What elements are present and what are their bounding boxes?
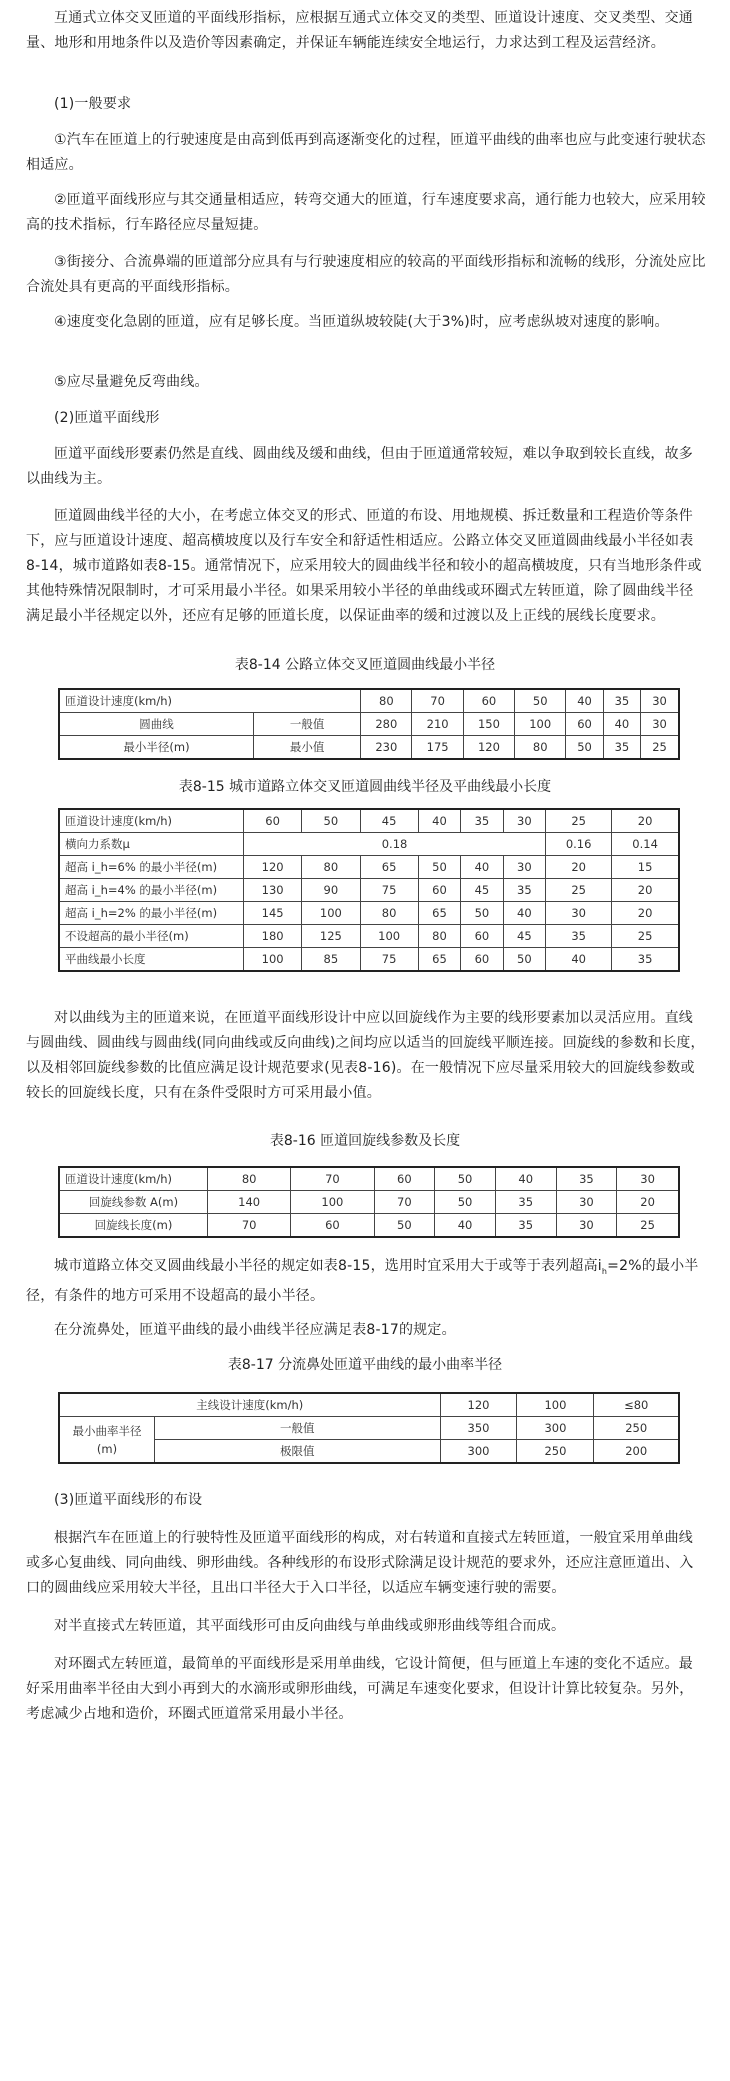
table-8-16-caption: 表8-16 匝道回旋线参数及长度	[269, 1133, 461, 1149]
table-cell: 20	[612, 902, 679, 925]
table-cell: 175	[412, 736, 463, 760]
table-cell: 30	[546, 902, 612, 925]
table-cell: 匝道设计速度(km/h)	[59, 689, 361, 713]
table-cell: 50	[503, 948, 545, 972]
table-cell: 50	[374, 1214, 435, 1238]
heading-ramp-layout: (3)匝道平面线形的布设	[54, 1492, 203, 1508]
table-cell: 230	[361, 736, 412, 760]
paragraph-intro: 互通式立体交叉匝道的平面线形指标，应根据互通式立体交叉的类型、匝道设计速度、交叉类型、交通量、地形和用地条件以及造价等因素确定，并保证车辆能连续安全地运行，力求达到工程及运营经济。	[26, 10, 693, 51]
table-row	[59, 689, 679, 713]
paragraph-loop-left: 对环圈式左转匝道，最简单的平面线形是采用单曲线，它设计简便，但与匝道上车速的变化不适应。最好采用曲率半径由大到小再到大的水滴形或卵形曲线，可满足车速变化要求，但设计计算比较复杂。另外，考虑减少占地和造价，环圈式匝道常采用最小半径。	[26, 1656, 694, 1722]
table-row	[59, 833, 679, 856]
table-cell: 50	[515, 689, 566, 713]
paragraph-city-radius-part2: =2%的最小半径，有条件的地方可采用不设超高的最小半径。	[26, 1258, 699, 1304]
table-cell: 140	[208, 1191, 291, 1214]
table-cell: 圆曲线	[59, 713, 254, 736]
table-cell: 80	[208, 1167, 291, 1191]
table-cell: 25	[546, 879, 612, 902]
table-cell: 250	[594, 1417, 679, 1440]
table-cell: 30	[556, 1191, 617, 1214]
table-cell: 15	[612, 856, 679, 879]
table-cell: 30	[556, 1214, 617, 1238]
paragraph-curve-radius: 匝道圆曲线半径的大小，在考虑立体交叉的形式、匝道的布设、用地规模、拆迁数量和工程造价等条件下，应与匝道设计速度、超高横坡度以及行车安全和舒适性相适应。公路立体交叉匝道圆曲线最小半径如表8-14，城市道路如表8-15。通常情况下，应采用较大的圆曲线半径和较小的超高横坡度，只有当地形条件或其他特殊情况限制时，才可采用最小半径。如果采用较小半径的单曲线或环圈式左转匝道，除了圆曲线半径满足最小半径规定以外，还应有足够的匝道长度，以保证曲率的缓和过渡以及上正线的展线长度要求。	[26, 508, 702, 624]
table-cell: 匝道设计速度(km/h)	[59, 809, 244, 833]
table-cell: 一般值	[155, 1417, 441, 1440]
subscript-h: h	[601, 1266, 608, 1276]
table-cell: 130	[244, 879, 302, 902]
paragraph-req-4: ④速度变化急剧的匝道，应有足够长度。当匝道纵坡较陡(大于3%)时，应考虑纵坡对速度的影响。	[54, 314, 669, 330]
paragraph-semi-direct-left: 对半直接式左转匝道，其平面线形可由反向曲线与单曲线或卵形曲线等组合而成。	[54, 1618, 566, 1634]
table-cell: 25	[617, 1214, 679, 1238]
paragraph-spiral-use: 对以曲线为主的匝道来说，在匝道平面线形设计中应以回旋线作为主要的线形要素加以灵活应用。直线与圆曲线、圆曲线与圆曲线(同向曲线或反向曲线)之间均应以适当的回旋线平顺连接。回旋线的参数和长度，以及相邻回旋线参数的比值应满足设计规范要求(见表8-16)。在一般情况下应尽量采用较大的回旋线参数或较长的回旋线长度，只有在条件受限时方可采用最小值。	[26, 1010, 705, 1101]
table-cell: 125	[302, 925, 360, 948]
paragraph-city-radius-part1: 城市道路立体交叉圆曲线最小半径的规定如表8-15，选用时宜采用大于或等于表列超高i	[54, 1258, 602, 1274]
table-cell: 35	[612, 948, 679, 972]
table-cell: 50	[302, 809, 360, 833]
table-cell: 50	[461, 902, 503, 925]
paragraph-right-turn-layout: 根据汽车在匝道上的行驶特性及匝道平面线形的构成，对右转道和直接式左转匝道，一般宜采用单曲线或多心复曲线、同向曲线、卵形曲线。各种线形的布设形式除满足设计规范的要求外，还应注意匝道出、入口的圆曲线应采用较大半径，且出口半径大于入口半径，以适应车辆变速行驶的需要。	[26, 1530, 694, 1596]
table-row	[59, 1417, 679, 1440]
heading-general-requirements: (1)一般要求	[54, 96, 132, 112]
table-cell: 最小半径(m)	[59, 736, 254, 760]
table-cell: 100	[291, 1191, 374, 1214]
paragraph-req-1: ①汽车在匝道上的行驶速度是由高到低再到高逐渐变化的过程，匝道平曲线的曲率也应与此变速行驶状态相适应。	[26, 132, 706, 173]
paragraph-req-5: ⑤应尽量避免反弯曲线。	[54, 374, 209, 390]
table-cell: 40	[435, 1214, 496, 1238]
table-cell: 65	[418, 948, 460, 972]
table-cell: 180	[244, 925, 302, 948]
table-cell: 35	[556, 1167, 617, 1191]
table-cell: 40	[546, 948, 612, 972]
table-cell: 80	[360, 902, 418, 925]
table-cell: 150	[463, 713, 514, 736]
table-row	[59, 948, 679, 972]
table-cell: 65	[360, 856, 418, 879]
table-cell: 不设超高的最小半径(m)	[59, 925, 244, 948]
table-cell: 35	[495, 1214, 556, 1238]
table-row	[59, 713, 679, 736]
table-cell: 匝道设计速度(km/h)	[59, 1167, 208, 1191]
table-cell: 45	[360, 809, 418, 833]
table-cell: 40	[495, 1167, 556, 1191]
table-cell: 45	[503, 925, 545, 948]
table-cell: 30	[503, 856, 545, 879]
table-cell: 35	[603, 736, 640, 760]
table-8-17-caption: 表8-17 分流鼻处匝道平曲线的最小曲率半径	[227, 1357, 503, 1373]
table-row	[59, 925, 679, 948]
table-cell	[59, 1417, 155, 1464]
table-cell: 30	[503, 809, 545, 833]
table-cell: 40	[603, 713, 640, 736]
table-cell: 60	[374, 1167, 435, 1191]
table-cell: 25	[641, 736, 679, 760]
table-cell: 45	[461, 879, 503, 902]
table-cell: 120	[463, 736, 514, 760]
table-cell: 20	[612, 809, 679, 833]
table-cell: 300	[440, 1440, 517, 1464]
table-cell: 100	[360, 925, 418, 948]
table-row	[59, 1393, 679, 1417]
table-cell: 0.18	[244, 833, 546, 856]
heading-ramp-alignment: (2)匝道平面线形	[54, 410, 160, 426]
table-cell: 70	[412, 689, 463, 713]
table-cell: 50	[566, 736, 603, 760]
table-row	[59, 1214, 679, 1238]
table-cell: 100	[515, 713, 566, 736]
table-cell: 极限值	[155, 1440, 441, 1464]
paragraph-diverge-nose: 在分流鼻处，匝道平曲线的最小曲线半径应满足表8-17的规定。	[54, 1322, 456, 1338]
table-cell: 60	[463, 689, 514, 713]
table-cell: 70	[291, 1167, 374, 1191]
paragraph-city-radius	[26, 1254, 706, 1309]
table-row	[59, 809, 679, 833]
table-8-16	[58, 1166, 680, 1238]
table-cell: 平曲线最小长度	[59, 948, 244, 972]
table-cell: 120	[440, 1393, 517, 1417]
table-cell: 25	[612, 925, 679, 948]
table-cell: 超高 i_h=6% 的最小半径(m)	[59, 856, 244, 879]
table-cell: 一般值	[254, 713, 361, 736]
table-cell: 超高 i_h=2% 的最小半径(m)	[59, 902, 244, 925]
table-row	[59, 879, 679, 902]
table-cell: 35	[603, 689, 640, 713]
table-cell: 50	[435, 1191, 496, 1214]
table-cell: 210	[412, 713, 463, 736]
table-cell: 横向力系数μ	[59, 833, 244, 856]
table-cell: 250	[517, 1440, 594, 1464]
table-cell: 0.16	[546, 833, 612, 856]
table-cell: 60	[461, 925, 503, 948]
table-cell: 65	[418, 902, 460, 925]
table-row	[59, 902, 679, 925]
table-cell: 40	[566, 689, 603, 713]
table-8-15	[58, 808, 680, 972]
table-cell: 60	[244, 809, 302, 833]
table-cell: 100	[517, 1393, 594, 1417]
table-8-17	[58, 1392, 680, 1464]
table-cell: 90	[302, 879, 360, 902]
table-cell: 75	[360, 879, 418, 902]
table-cell: 20	[617, 1191, 679, 1214]
table-cell: 超高 i_h=4% 的最小半径(m)	[59, 879, 244, 902]
table-cell: 280	[361, 713, 412, 736]
table-8-15-caption: 表8-15 城市道路立体交叉匝道圆曲线半径及平曲线最小长度	[178, 779, 552, 795]
table-cell: 350	[440, 1417, 517, 1440]
table-cell: 70	[208, 1214, 291, 1238]
table-cell: 80	[515, 736, 566, 760]
table-cell: 75	[360, 948, 418, 972]
table-cell: 50	[435, 1167, 496, 1191]
table-cell: 30	[641, 713, 679, 736]
table-cell: 最小值	[254, 736, 361, 760]
table-row	[59, 1191, 679, 1214]
table-cell: 80	[361, 689, 412, 713]
table-cell: 35	[461, 809, 503, 833]
table-cell: 60	[418, 879, 460, 902]
table-8-14	[58, 688, 680, 760]
table-row	[59, 1167, 679, 1191]
paragraph-req-2: ②匝道平面线形应与其交通量相适应，转弯交通大的匝道，行车速度要求高，通行能力也较大，应采用较高的技术指标，行车路径应尽量短捷。	[26, 192, 706, 233]
table-cell: 145	[244, 902, 302, 925]
table-cell: 30	[641, 689, 679, 713]
table-cell: 120	[244, 856, 302, 879]
paragraph-alignment-elements: 匝道平面线形要素仍然是直线、圆曲线及缓和曲线，但由于匝道通常较短，难以争取到较长直线，故多以曲线为主。	[26, 446, 693, 487]
table-cell: 20	[612, 879, 679, 902]
paragraph-req-3: ③街接分、合流鼻端的匝道部分应具有与行驶速度相应的较高的平面线形指标和流畅的线形，分流处应比合流处具有更高的平面线形指标。	[26, 254, 706, 295]
table-cell: 200	[594, 1440, 679, 1464]
table-cell: 35	[495, 1191, 556, 1214]
table-cell: 35	[503, 879, 545, 902]
table-cell: 100	[244, 948, 302, 972]
table-cell: 80	[302, 856, 360, 879]
table-cell: 0.14	[612, 833, 679, 856]
table-cell: 主线设计速度(km/h)	[59, 1393, 440, 1417]
table-row	[59, 856, 679, 879]
table-cell: ≤80	[594, 1393, 679, 1417]
table-8-17-group-unit: (m)	[96, 1441, 118, 1456]
table-cell: 50	[418, 856, 460, 879]
table-cell: 100	[302, 902, 360, 925]
table-row	[59, 736, 679, 760]
table-8-17-group-label: 最小曲率半径	[72, 1423, 142, 1438]
table-cell: 40	[461, 856, 503, 879]
table-cell: 40	[503, 902, 545, 925]
table-cell: 60	[566, 713, 603, 736]
table-cell: 20	[546, 856, 612, 879]
table-8-14-caption: 表8-14 公路立体交叉匝道圆曲线最小半径	[234, 657, 496, 673]
table-cell: 70	[374, 1191, 435, 1214]
table-cell: 300	[517, 1417, 594, 1440]
table-cell: 35	[546, 925, 612, 948]
table-cell: 25	[546, 809, 612, 833]
table-cell: 60	[291, 1214, 374, 1238]
table-cell: 回旋线长度(m)	[59, 1214, 208, 1238]
table-cell: 30	[617, 1167, 679, 1191]
table-cell: 85	[302, 948, 360, 972]
table-cell: 回旋线参数 A(m)	[59, 1191, 208, 1214]
table-cell: 80	[418, 925, 460, 948]
table-cell: 60	[461, 948, 503, 972]
table-cell: 40	[418, 809, 460, 833]
